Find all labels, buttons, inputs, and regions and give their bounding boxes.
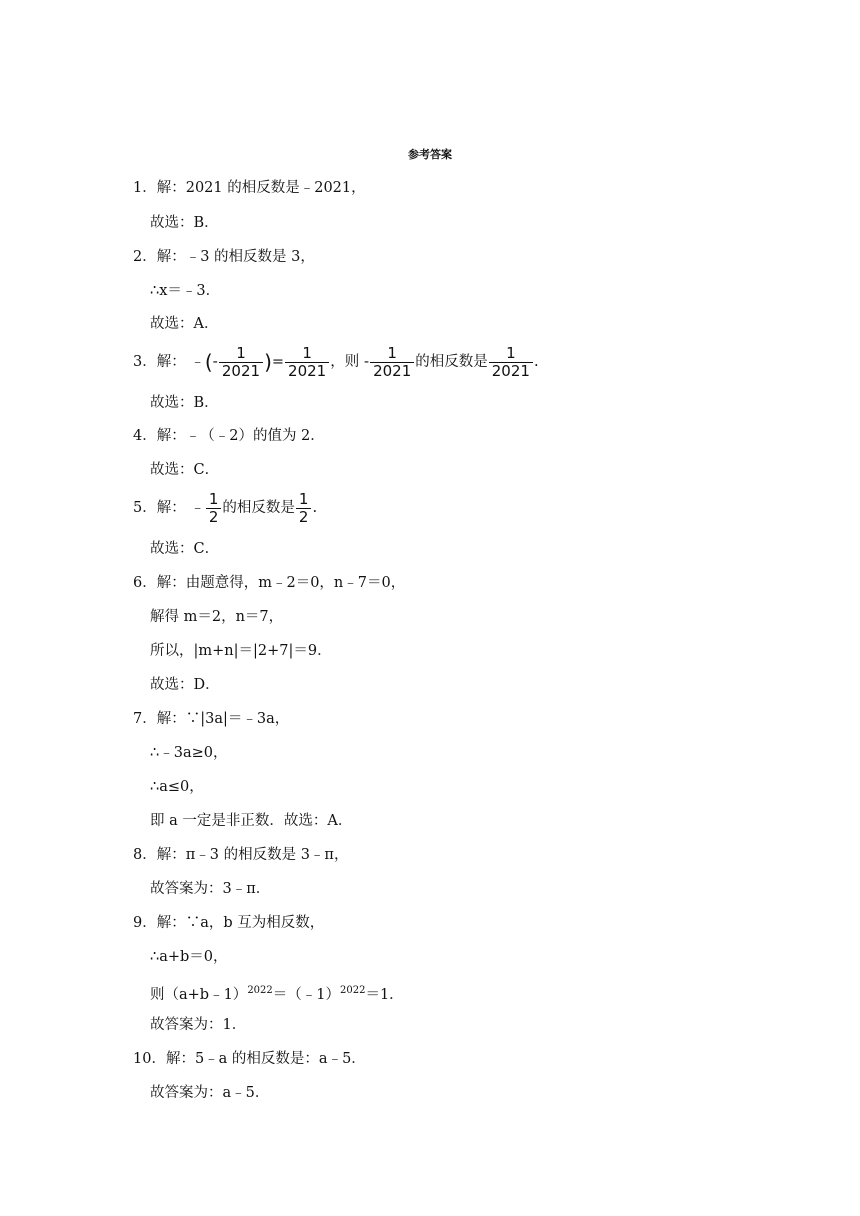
answer-7-step: ∴﹣3a≥0， [150,745,228,761]
answer-2-line: 2．解：﹣3 的相反数是 3， [133,249,315,265]
expression-part: ＝1． [365,986,404,1003]
answer-3-mid: ，则 [330,354,360,370]
fraction-1-over-2021 [219,345,263,380]
fraction-1-over-2 [206,491,222,526]
answer-7-line: 7．解：∵|3a|＝﹣3a， [133,711,290,727]
fraction-1-over-2021 [285,345,329,380]
fraction-denominator: 2021 [373,361,412,380]
answer-5-mid: 的相反数是 [222,500,295,516]
answer-10-line: 10．解：5﹣a 的相反数是：a﹣5． [133,1051,366,1067]
fraction-denominator: 2021 [491,361,530,380]
answer-5-prefix: 5．解： [133,500,186,516]
answer-5-line [133,490,317,526]
page-title: 参考答案 [408,148,452,161]
exponent: 2022 [247,985,273,996]
answer-9-line: 9．解：∵a，b 互为相反数， [133,915,325,931]
answer-6-line: 6．解：由题意得，m﹣2＝0，n﹣7＝0， [133,575,406,591]
fraction-numerator: 1 [236,343,246,362]
fraction-denominator: 2021 [288,361,327,380]
fraction-denominator: 2 [298,507,309,526]
equals-sign: = [271,354,285,370]
answer-7-choice: 即 a 一定是非正数．故选：A． [150,813,353,829]
answer-9-step [150,981,404,1005]
answer-3-choice: 故选：B． [150,395,219,411]
answer-3-prefix: 3．解： [133,354,186,370]
answer-6-step: 所以，|m+n|＝|2+7|＝9． [150,643,332,659]
fraction-1-over-2021 [370,345,414,380]
fraction-numerator: 1 [298,489,309,508]
expression-part: 则（a+b﹣1） [150,986,248,1003]
answer-8-result: 故答案为：3﹣π． [150,881,271,897]
fraction-numerator: 1 [208,489,219,508]
answer-8-line: 8．解：π﹣3 的相反数是 3﹣π， [133,847,349,863]
answer-3-suffix: 的相反数是 [415,354,488,370]
answer-1-choice: 故选：B． [150,215,219,231]
answer-5-choice: 故选：C． [150,541,220,557]
right-paren: ) [264,350,272,374]
answer-4-line: 4．解：﹣（﹣2）的值为 2． [133,428,325,444]
minus-sign: ﹣ [190,500,205,516]
minus-sign: - [212,354,218,370]
fraction-numerator: 1 [302,343,312,362]
period: . [533,354,539,370]
exponent: 2022 [340,985,366,996]
answer-1-line: 1．解：2021 的相反数是﹣2021， [133,180,366,196]
answer-10-result: 故答案为：a﹣5． [150,1085,270,1101]
fraction-denominator: 2 [208,507,219,526]
expression-part: ＝（﹣1） [272,986,340,1003]
left-paren: ( [204,350,213,374]
period: . [312,500,318,516]
fraction-numerator: 1 [387,343,397,362]
answer-6-choice: 故选：D． [150,677,220,693]
answer-3-line [133,344,539,380]
fraction-numerator: 1 [506,343,516,362]
fraction-1-over-2 [296,491,312,526]
answer-2-choice: 故选：A． [150,316,219,332]
answer-9-result: 故答案为：1． [150,1017,247,1033]
answer-2-step: ∴x＝﹣3． [150,283,221,299]
answer-6-step: 解得 m＝2，n＝7， [150,609,284,625]
fraction-1-over-2021 [489,345,533,380]
answer-9-step: ∴a+b＝0， [150,949,228,965]
answer-4-choice: 故选：C． [150,462,220,478]
answer-7-step: ∴a≤0， [150,779,204,795]
minus-sign: - [363,354,370,370]
minus-sign: ﹣ [190,354,205,370]
fraction-denominator: 2021 [221,361,261,380]
